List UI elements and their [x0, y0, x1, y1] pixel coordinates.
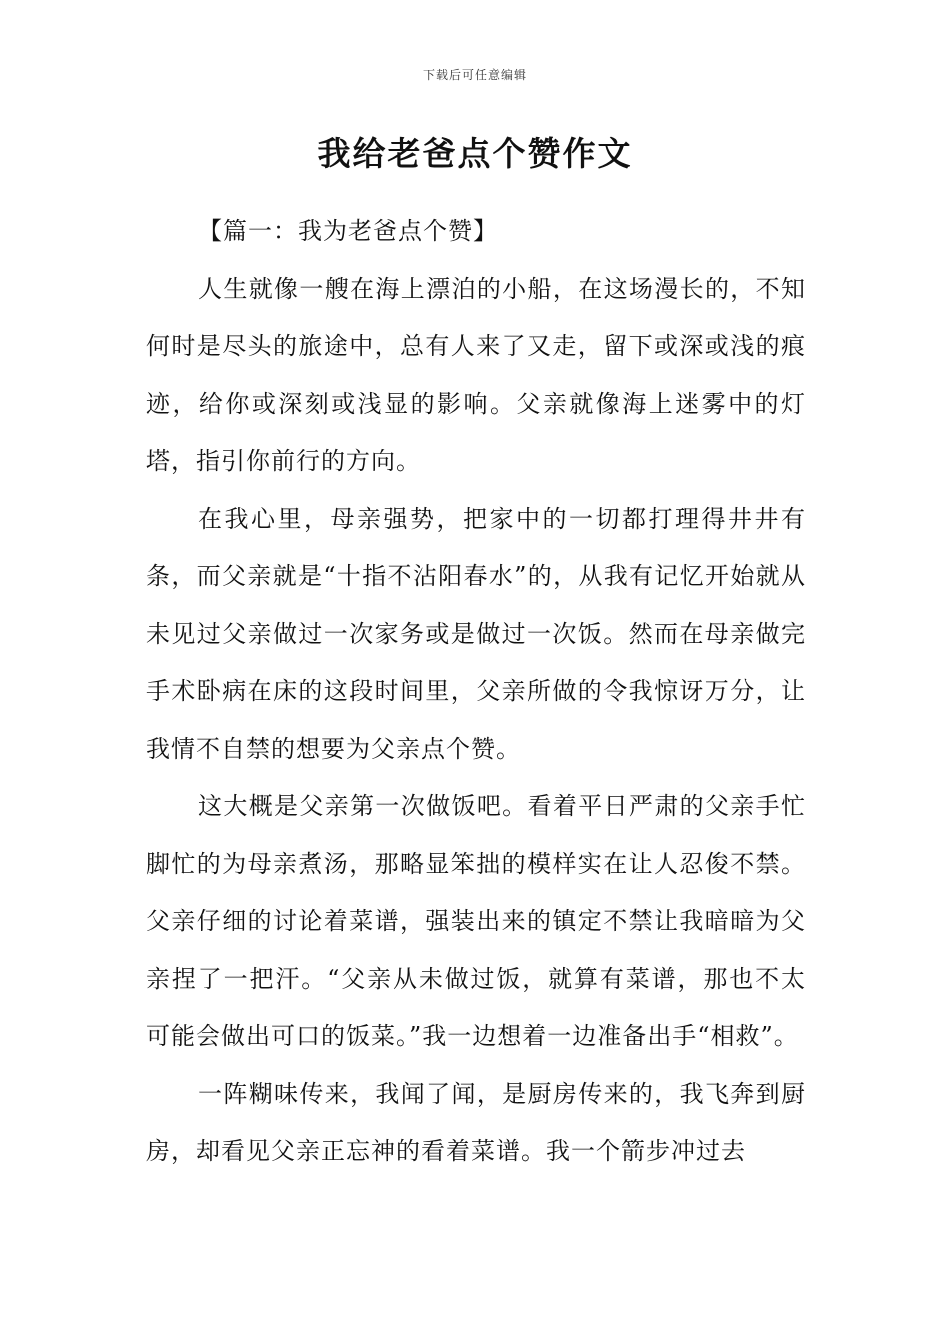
section-heading: 【篇一：我为老爸点个赞】	[198, 217, 498, 245]
paragraph-2: 在我心里，母亲强势，把家中的一切都打理得井井有条，而父亲就是“十指不沾阳春水”的，从我有记忆开始就从未见过父亲做过一次家务或是做过一次饭。然而在母亲做完手术卧病在床的这段时间里，父亲所做的令我惊讶万分，让我情不自禁的想要为父亲点个赞。	[146, 504, 806, 763]
paragraph-1: 人生就像一艘在海上漂泊的小船，在这场漫长的，不知何时是尽头的旅途中，总有人来了又走，留下或深或浅的痕迹，给你或深刻或浅显的影响。父亲就像海上迷雾中的灯塔，指引你前行的方向。	[146, 274, 806, 475]
document-title: 我给老爸点个赞作文	[317, 134, 633, 173]
paragraph-3: 这大概是父亲第一次做饭吧。看着平日严肃的父亲手忙脚忙的为母亲煮汤，那略显笨拙的模样实在让人忍俊不禁。父亲仔细的讨论着菜谱，强装出来的镇定不禁让我暗暗为父亲捏了一把汗。“父亲从未做过饭，就算有菜谱，那也不太可能会做出可口的饭菜。”我一边想着一边准备出手“相救”。	[146, 792, 806, 1050]
document-body	[146, 203, 806, 1181]
header-note: 下载后可任意编辑	[422, 68, 527, 82]
paragraph-4: 一阵糊味传来，我闻了闻，是厨房传来的，我飞奔到厨房，却看见父亲正忘神的看着菜谱。我一个箭步冲过去	[146, 1079, 806, 1165]
